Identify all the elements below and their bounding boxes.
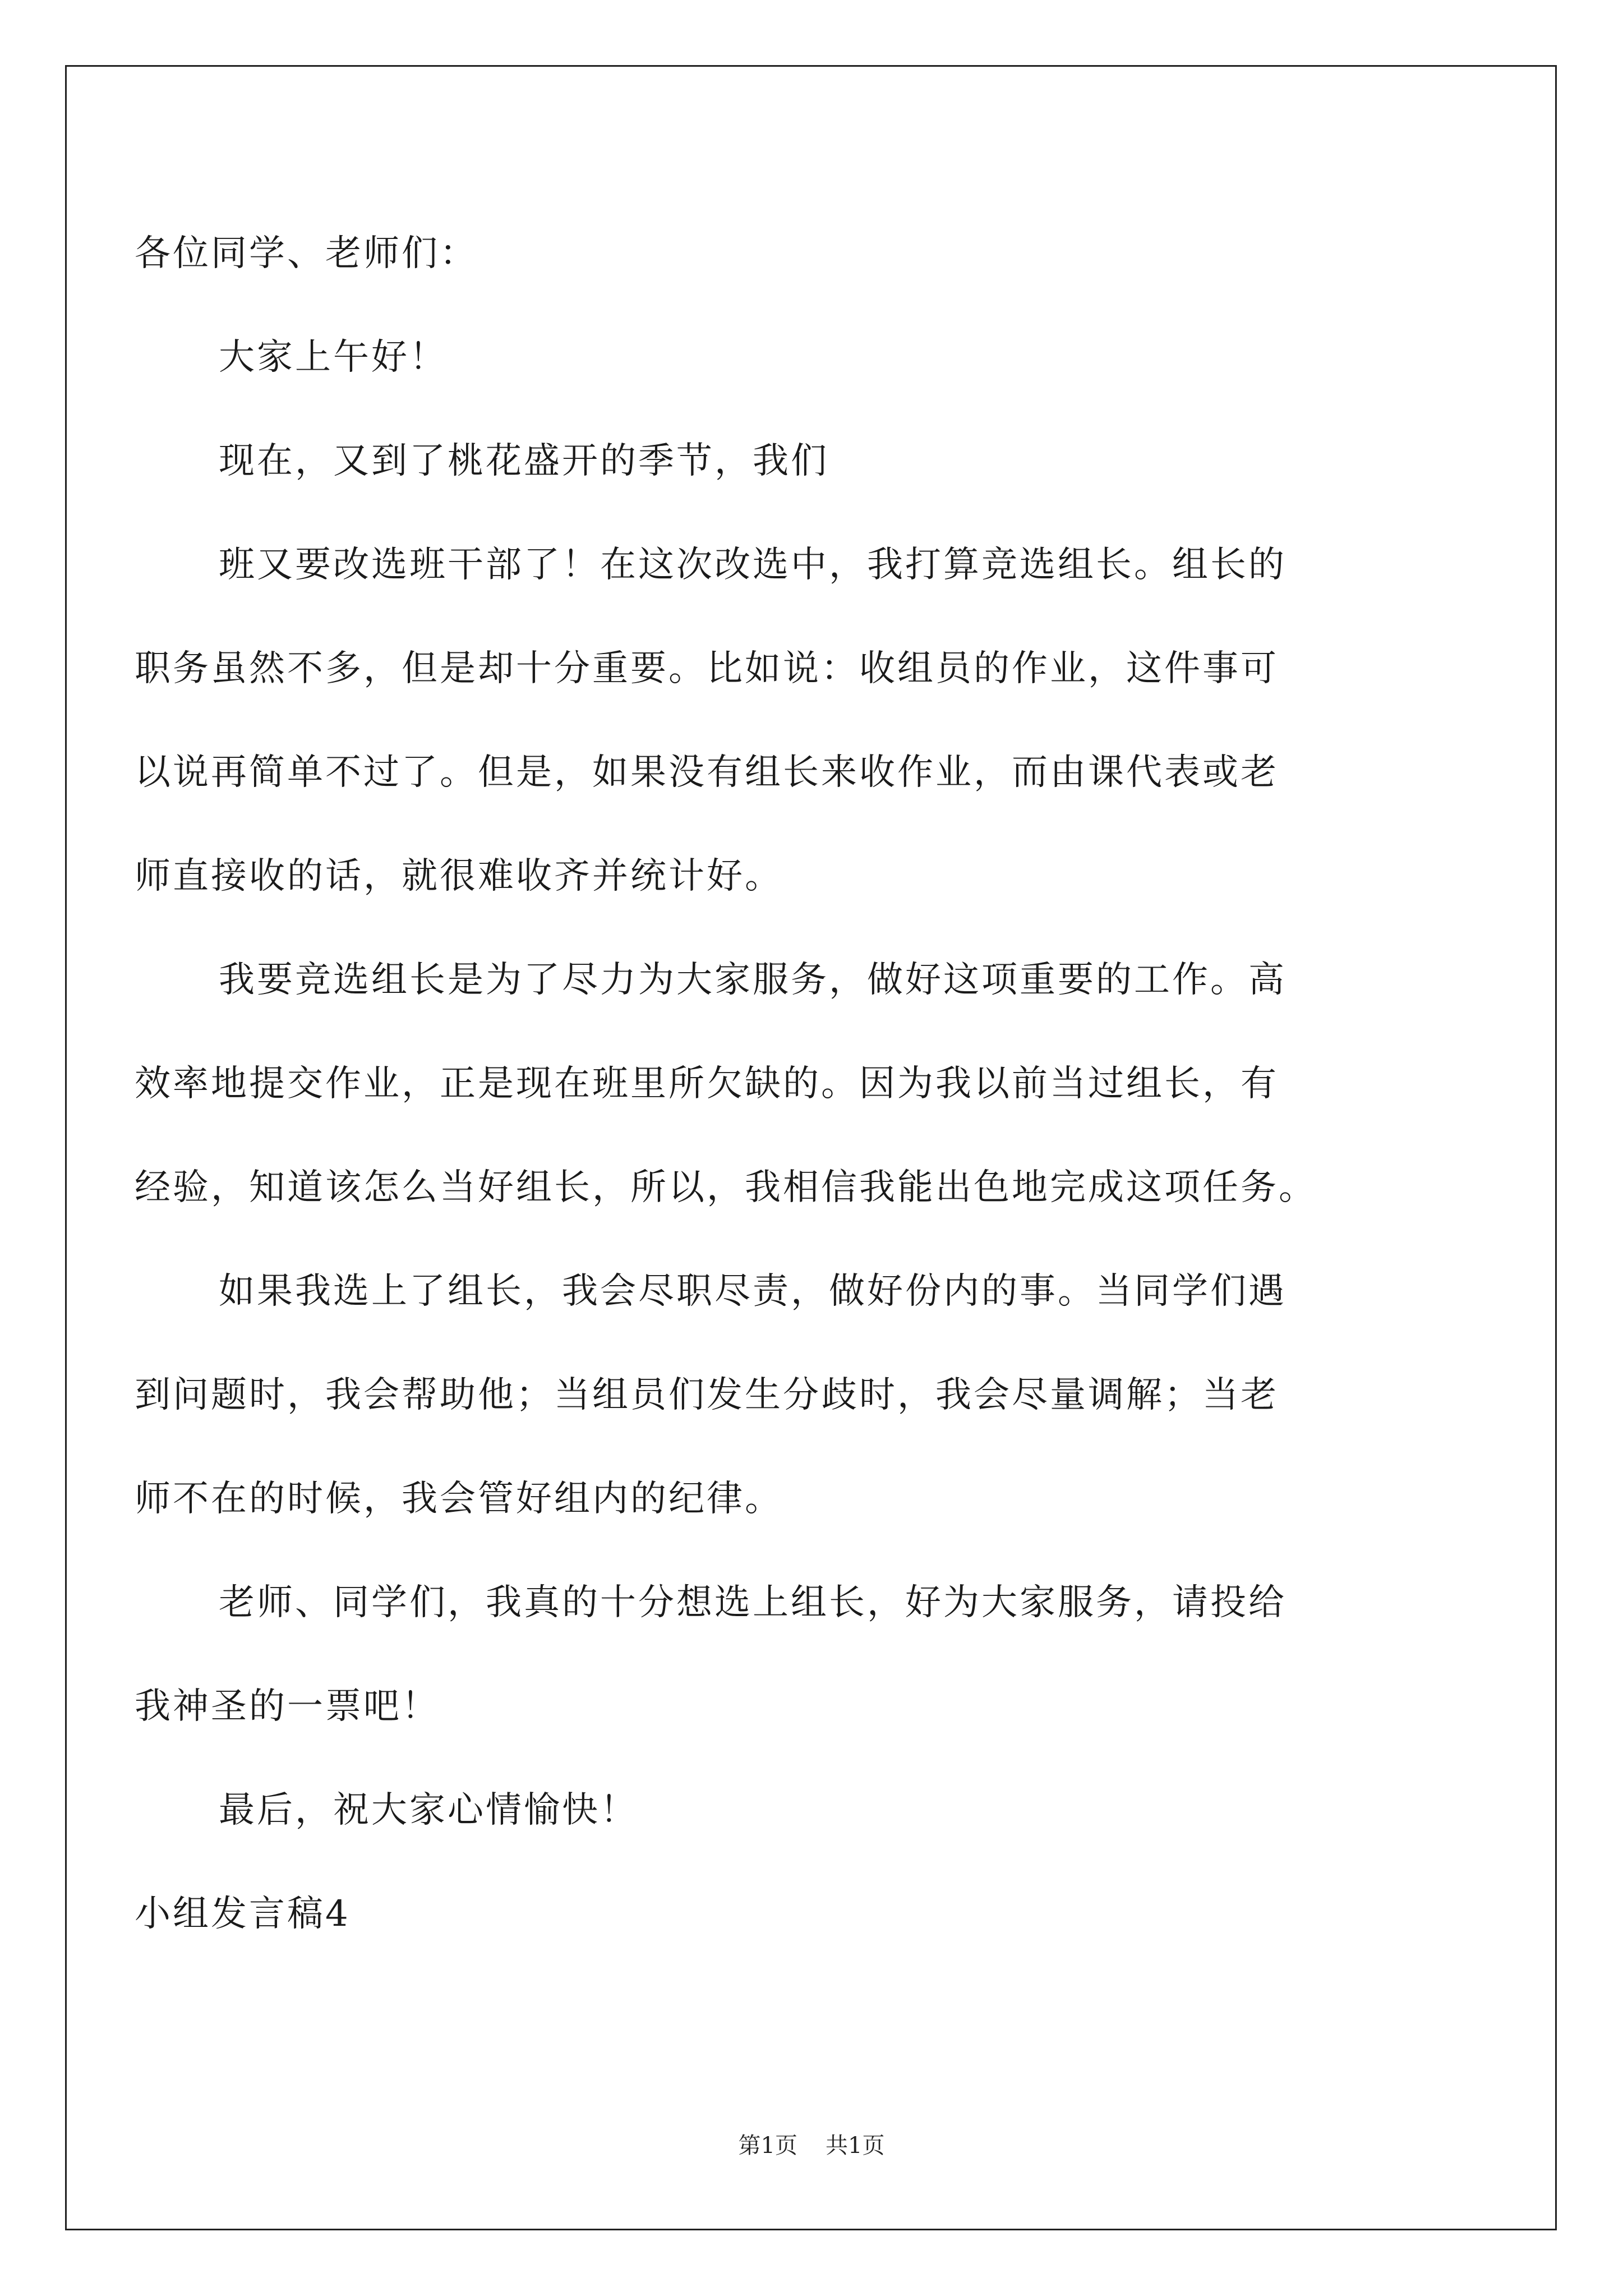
paragraph-line: 到问题时，我会帮助他；当组员们发生分歧时，我会尽量调解；当老 xyxy=(135,1374,1279,1416)
paragraph-line: 职务虽然不多，但是却十分重要。比如说：收组员的作业，这件事可 xyxy=(135,648,1279,689)
closing-line: 最后，祝大家心情愉快！ xyxy=(219,1789,638,1831)
paragraph-line: 经验，知道该怎么当好组长，所以，我相信我能出色地完成这项任务。 xyxy=(135,1167,1317,1208)
section-heading: 小组发言稿4 xyxy=(135,1893,351,1935)
paragraph-line: 师不在的时候，我会管好组内的纪律。 xyxy=(135,1478,783,1520)
salutation-line: 各位同学、老师们： xyxy=(135,233,478,274)
paragraph-line: 班又要改选班干部了！在这次改选中，我打算竞选组长。组长的 xyxy=(219,544,1287,586)
paragraph-line: 如果我选上了组长，我会尽职尽责，做好份内的事。当同学们遇 xyxy=(219,1271,1287,1312)
paragraph-line: 现在，又到了桃花盛开的季节，我们 xyxy=(219,440,829,482)
paragraph-line: 我神圣的一票吧！ xyxy=(135,1686,440,1727)
paragraph-line: 师直接收的话，就很难收齐并统计好。 xyxy=(135,855,783,897)
paragraph-line: 老师、同学们，我真的十分想选上组长，好为大家服务，请投给 xyxy=(219,1582,1287,1623)
page-footer xyxy=(0,2132,1623,2160)
paragraph-line: 以说再简单不过了。但是，如果没有组长来收作业，而由课代表或老 xyxy=(135,752,1279,793)
page-number: 第1页 xyxy=(738,2133,797,2159)
page-total: 共1页 xyxy=(826,2133,885,2159)
greeting-line: 大家上午好！ xyxy=(219,337,448,378)
paragraph-line: 效率地提交作业，正是现在班里所欠缺的。因为我以前当过组长，有 xyxy=(135,1063,1279,1105)
paragraph-line: 我要竞选组长是为了尽力为大家服务，做好这项重要的工作。高 xyxy=(219,959,1287,1001)
